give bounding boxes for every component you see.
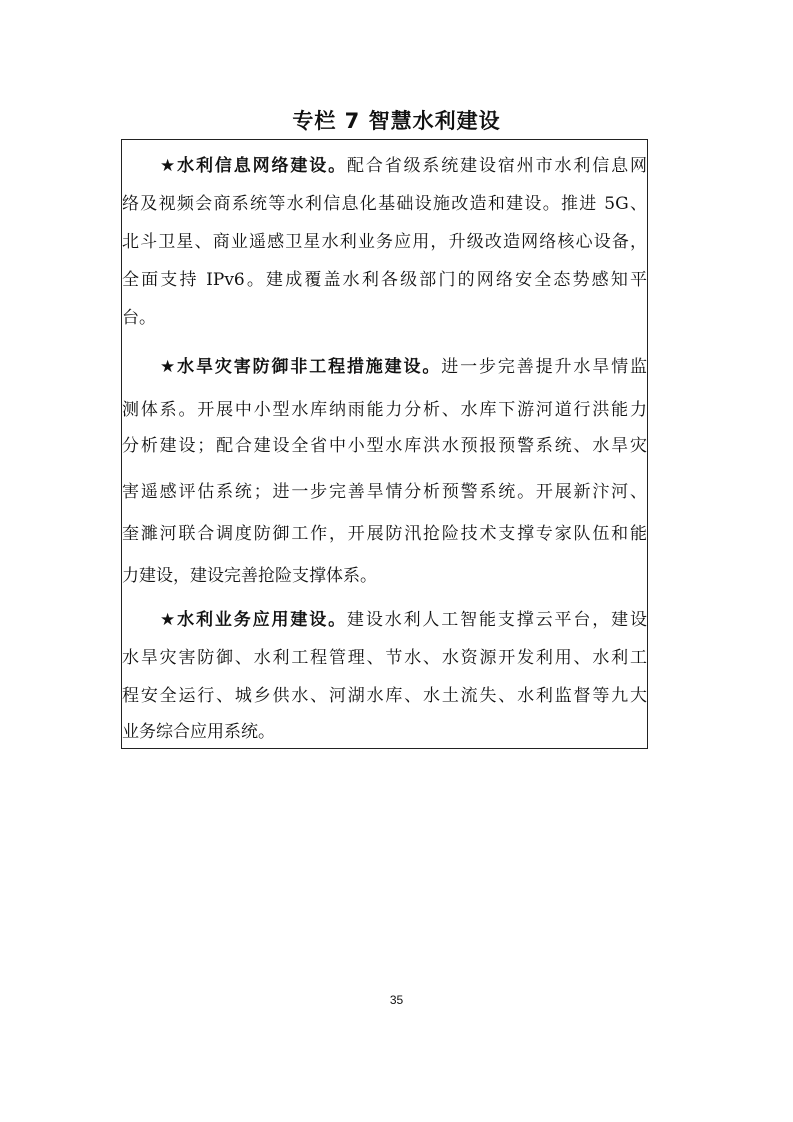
paragraph-line: 业务综合应用系统。 xyxy=(122,722,275,742)
column-title: 专栏 7 智慧水利建设 xyxy=(292,109,501,133)
paragraph-line xyxy=(122,349,647,385)
section-heading: ★水旱灾害防御非工程措施建设。 xyxy=(160,357,442,377)
page-number: 35 xyxy=(389,993,404,1007)
paragraph-line: 力建设，建设完善抢险支撑体系。 xyxy=(122,566,377,586)
paragraph-line: 测体系。开展中小型水库纳雨能力分析、水库下游河道行洪能力 xyxy=(122,400,647,420)
paragraph-line: 全面支持 IPv6。建成覆盖水利各级部门的网络安全态势感知平 xyxy=(122,270,647,290)
paragraph-line: 害遥感评估系统；进一步完善旱情分析预警系统。开展新汴河、 xyxy=(122,482,647,502)
section-heading: ★水利信息网络建设。 xyxy=(160,156,347,176)
paragraph-line: 北斗卫星、商业遥感卫星水利业务应用，升级改造网络核心设备， xyxy=(122,232,647,252)
section-heading: ★水利业务应用建设。 xyxy=(160,610,347,630)
paragraph-line: 分析建设；配合建设全省中小型水库洪水预报预警系统、水旱灾 xyxy=(122,436,647,456)
section-text: 建设水利人工智能支撑云平台，建设 xyxy=(346,610,647,630)
section-text: 进一步完善提升水旱情监 xyxy=(441,357,647,377)
paragraph-line: 程安全运行、城乡供水、河湖水库、水土流失、水利监督等九大 xyxy=(122,686,647,706)
column-box xyxy=(121,139,648,749)
paragraph-line: 络及视频会商系统等水利信息化基础设施改造和建设。推进 5G、 xyxy=(122,194,647,214)
paragraph-line: 台。 xyxy=(122,308,156,328)
section-text: 配合省级系统建设宿州市水利信息网 xyxy=(346,156,647,176)
paragraph-line xyxy=(122,602,647,638)
paragraph-line: 水旱灾害防御、水利工程管理、节水、水资源开发利用、水利工 xyxy=(122,648,647,668)
paragraph-line xyxy=(122,148,647,184)
paragraph-line: 奎濉河联合调度防御工作，开展防汛抢险技术支撑专家队伍和能 xyxy=(122,524,647,544)
